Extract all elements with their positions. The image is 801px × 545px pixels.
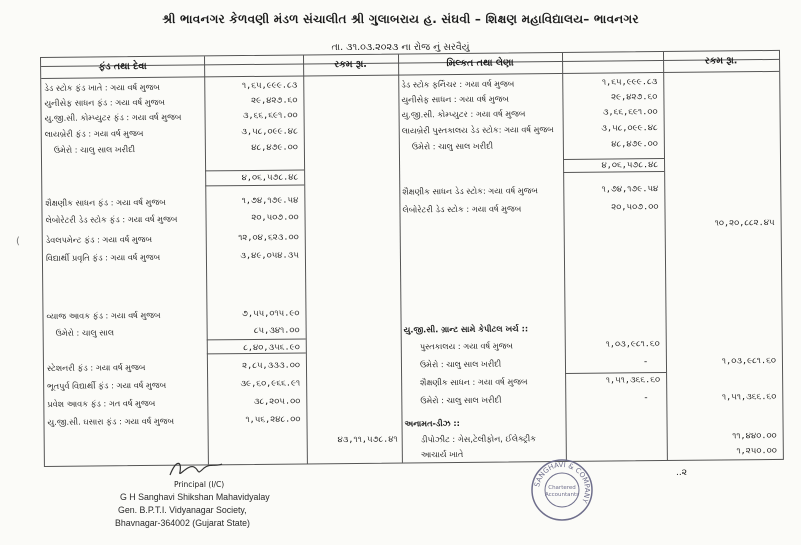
asset-amount: ૪૮,૪૭૯.૦૦ [611,139,658,150]
institution-address: Bhavnagar-364002 (Gujarat State) [115,518,250,528]
asset-amount: ૧,૬૫,૯૯૯.૮૩ [601,77,658,88]
liability-amount: ૮૫,૩૪૧.૦૦ [253,325,300,336]
asset-row: આચાર્ય ખાતે [420,448,464,460]
asset-row: ઉમેરો : ચાલુ સાલ ખરીદી [419,358,502,370]
liability-row: યુ.જી.સી. ઘસારા ફંડ : ગયા વર્ષ મુજબ [47,415,175,427]
asset-row: પુસ્તકાલય : ગયા વર્ષ મુજબ [419,340,513,352]
liability-amount: ૩,૫૮,૦૯૯.૪૮ [241,126,298,138]
liability-amount: ૭,૫૫,૦૧૫.૯૦ [241,308,300,320]
liability-row: યુનીસેફ સાધન ફંડ : ગયા વર્ષ મુજબ [44,96,165,108]
document-title: શ્રી ભાવનગર કેળવણી મંડળ સંચાલીત શ્રી ગુલાબરાય હ. સંઘવી – શિક્ષણ મહાવિદ્યાલય– ભાવનગર [162,12,639,26]
liability-amount: ૧૨,૦૪,૬૨૩.૦૦ [238,232,299,244]
asset-row: લેબોરેટરી ડેડ સ્ટોક : ગયા વર્ષ મુજબ [402,203,522,215]
liability-row: શૈક્ષણીક સાધન ફંડ : ગયા વર્ષ મુજબ [45,196,166,208]
asset-row: ઉમેરો : ચાલુ સાલ ખરીદી [420,394,502,406]
ugc-heading: યુ.જી.સી. ગ્રાન્ટ સામે કેપીટલ ખર્ચ :: [403,323,529,335]
liability-row: ડેડ સ્ટોક ફંડ ખાતે : ગયા વર્ષ મુજબ [44,81,160,93]
asset-row: યુનીસેફ સાધન : ગયા વર્ષ મુજબ [401,93,509,105]
asset-amount: ૧,૦૩,૯૮૧.૬૦ [605,339,660,350]
signatory-role: Principal (I/C) [174,480,225,489]
liability-subtotal: ૮,૪૦,૩૫૬.૯૦ [243,342,300,354]
asset-amount: ૧,૭૪,૧૭૯.૫૪ [601,184,659,195]
liability-amount: ૪૮,૪૭૯.૦૦ [251,142,298,153]
asset-row: લાયબ્રેરી પુસ્તકાલય ડેડ સ્ટોક: ગયા વર્ષ મુજબ [401,124,554,136]
liability-row: પ્રવેશ આવક ફંડ : ગત વર્ષ મુજબ [47,397,156,409]
liability-row: ડેવલપમેન્ટ ફંડ : ગયા વર્ષ મુજબ [45,233,153,245]
margin-mark: ( [16,236,20,247]
auditor-stamp [530,458,594,522]
liability-amount: ૩૯,૬૦,૯૬૬.૯૧ [240,378,301,390]
asset-subtotal: ૪,૦૬,૫૭૮.૪૮ [601,160,659,171]
institution-name: G H Sanghavi Shikshan Mahavidyalay [120,492,270,502]
deposits-heading: અનામત-ડીઝ :: [404,417,460,429]
asset-amount: - [643,357,648,368]
liability-row: વિદ્યાર્થી પ્રવૃતિ ફંડ : ગયા વર્ષ મુજબ [45,251,161,263]
asset-row: શૈક્ષણીક સાધન : ગયા વર્ષ મુજબ [420,376,528,388]
asset-amount: ૩,૬૬,૬૯૧.૦૦ [602,107,658,118]
header-amount-right: રકમ રૂા. [704,55,738,67]
liability-row: ઉમેરો : ચાલુ સાલ ખરીદી [53,144,136,155]
asset-row-total: ૧,૫૧,૩૬૬.૬૦ [721,391,777,403]
header-liabilities: ફંડ તથા દેવા [98,60,147,73]
liability-row: લાયબ્રેરી ફંડ : ગયા વર્ષ મુજબ [44,128,144,139]
asset-row: શૈક્ષણીક સાધન ડેડ સ્ટોક: ગયા વર્ષ મુજબ [402,185,539,197]
liability-row: ભૂતપુર્વ વિદ્યાર્થી ફંડ : ગયા વર્ષ મુજબ [47,379,167,391]
liability-row: વ્યાજ આવક ફંડ : ગયા વર્ષ મુજબ [46,309,161,321]
header-assets: મિલ્કત તથા લેણા [446,57,514,70]
liability-amount: ૧,૬૫,૯૯૯.૮૩ [241,80,298,92]
liability-total: ૪૩,૧૧,૫૭૮.૪૧ [337,434,398,446]
asset-amount: ૧,૫૧,૩૬૬.૬૦ [605,375,661,386]
asset-row-total: ૧,૨૫૦.૦૦ [736,445,777,457]
asset-amount: ૩,૫૮,૦૯૯.૪૮ [601,123,658,134]
asset-row-total: ૧૧,૪૪૦.૦૦ [732,430,777,442]
liability-amount: ૨,૮૫,૩૩૩.૦૦ [242,360,301,372]
liability-row: લેબોરેટરી ડેડ સ્ટોક ફંડ : ગયા વર્ષ મુજબ [45,213,178,225]
asset-row: ડીપોઝીટ : ગેસ,ટેલીફોન, ઈલેક્ટ્રીક [420,433,537,445]
header-amount-left: રકમ રૂા. [334,58,367,71]
signature-scribble [166,458,226,480]
stamp-center-1: Chartered [548,485,576,491]
asset-row: ઉમેરો : ચાલુ સાલ ખરીદી [411,140,494,152]
liability-row: ઉમેરો : ચાલુ સાલ [55,327,115,338]
liability-subtotal: ૪,૦૬,૫૭૮.૪૮ [241,172,299,184]
asset-amount: ૨૦,૫૦૭.૦૦ [611,202,659,213]
asset-row: ડેડ સ્ટોક ફર્નિચર : ગયા વર્ષ મુજબ [401,78,515,90]
liability-amount: ૩૮,૨૦૫.૦૦ [253,396,301,407]
liability-row: યુ.જી.સી. કોમ્પ્યુટર ફંડ : ગયા વર્ષ મુજબ [44,111,182,123]
asset-row: યુ.જી.સી. કોમ્પ્યુટર : ગયા વર્ષ મુજબ [401,108,526,120]
balance-sheet-date: તા. ૩૧.૦૩.૨૦૨૩ ના રોજ નું સરવૈયું [331,42,470,53]
stamp-center-2: Accountants [544,492,580,498]
asset-amount: ૨૯,૪૨૭.૬૦ [611,92,658,103]
page-continuation: ..૨ [676,468,688,478]
stamp-ring-text: SANGHAVI & COMPANY [533,460,592,505]
liability-amount: ૨૯,૪૨૭.૬૦ [251,95,298,106]
liability-row: સ્ટેશનરી ફંડ : ગયા વર્ષ મુજબ [46,362,146,373]
institution-society: Gen. B.P.T.I. Vidyanagar Society, [118,505,247,515]
asset-amount: - [644,393,648,404]
asset-group-total: ૧૦,૨૦,૮૮૨.૪૫ [714,217,775,229]
liability-amount: ૩,૪૯,૦૫૪.૩૫ [240,250,299,262]
liability-amount: ૨૦,૫૦૭.૦૦ [251,212,299,223]
liability-amount: ૩,૬૬,૬૯૧.૦૦ [242,110,298,122]
balance-sheet-table [40,50,784,467]
asset-row-total: ૧,૦૩,૯૮૧.૬૦ [721,355,776,367]
liability-amount: ૧,૭૪,૧૭૯.૫૪ [241,195,299,207]
liability-amount: ૧,૫૬,૨૪૮.૦૦ [245,414,301,426]
